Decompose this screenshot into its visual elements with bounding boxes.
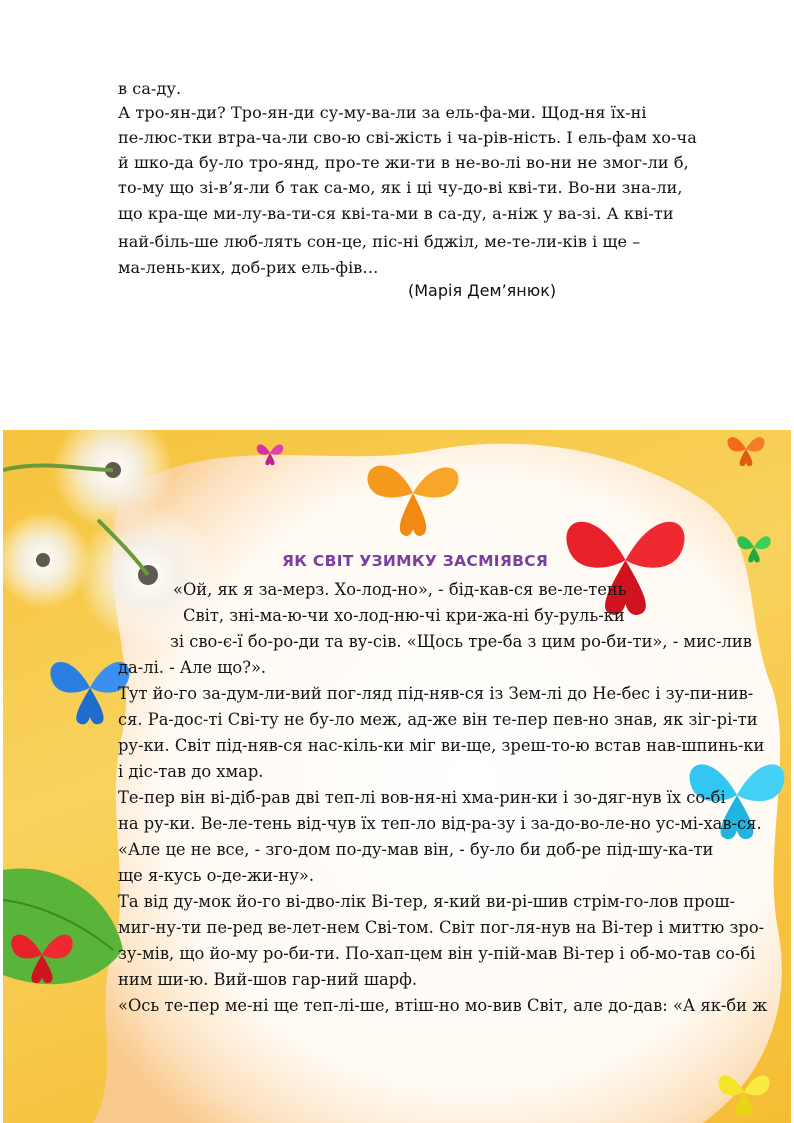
author-signature: (Марія Дем’янюк) (408, 281, 557, 300)
butterfly-icon (7, 922, 77, 987)
text-line: зу-мів, що йо-му ро-би-ти. По-хап-цем він у-пій-мав Ві-тер і об-мо-тав со-бі (118, 944, 756, 963)
butterfly-icon (725, 430, 767, 468)
text-line: миг-ну-ти пе-ред ве-лет-нем Сві-том. Світ пог-ля-нув на Ві-тер і миттю зро- (118, 918, 765, 937)
story-title: ЯК СВІТ УЗИМКУ ЗАСМІЯВСЯ (282, 552, 549, 570)
text-line: ще я-кусь о-де-жи-ну». (118, 866, 314, 885)
text-line: що кра-ще ми-лу-ва-ти-ся кві-та-ми в са-ду, а-ніж у ва-зі. А кві-ти (118, 204, 674, 223)
text-line: Світ, зні-ма-ю-чи хо-лод-ню-чі кри-жа-ні бу-руль-ки (183, 606, 625, 625)
previous-story-section (0, 0, 794, 430)
text-line: «Але це не все, - зго-дом по-ду-мав він, - бу-ло би доб-ре під-шу-ка-ти (118, 840, 714, 859)
text-line: ру-ки. Світ під-няв-ся нас-кіль-ки міг ви-ще, зреш-то-ю встав нав-шпинь-ки (118, 736, 765, 755)
text-line: в са-ду. (118, 79, 182, 98)
text-line: то-му що зі-в’я-ли б так са-мо, як і ці чу-до-ві кві-ти. Во-ни зна-ли, (118, 178, 683, 197)
text-line: А тро-ян-ди? Тро-ян-ди су-му-ва-ли за ель-фа-ми. Щод-ня їх-ні (118, 103, 647, 122)
text-line: «Ось те-пер ме-ні ще теп-лі-ше, втіш-но мо-вив Світ, але до-дав: «А як-би ж (118, 996, 768, 1015)
text-line: й шко-да бу-ло тро-янд, про-те жи-ти в не-во-лі во-ни не змог-ли б, (118, 153, 689, 172)
text-line: на ру-ки. Ве-ле-тень від-чув їх теп-ло від-ра-зу і за-до-во-ле-но ус-мі-хав-ся. (118, 814, 762, 833)
text-line: «Ой, як я за-мерз. Хо-лод-но», - бід-кав-ся ве-ле-тень (173, 580, 627, 599)
text-line: ним ши-ю. Вий-шов гар-ний шарф. (118, 970, 418, 989)
text-line: ся. Ра-дос-ті Сві-ту не бу-ло меж, ад-же він те-пер пев-но знав, як зіг-рі-ти (118, 710, 758, 729)
butterfly-icon (735, 530, 773, 564)
text-line: Те-пер він ві-діб-рав дві теп-лі вов-ня-ні хма-рин-ки і зо-дяг-нув їх со-бі (118, 788, 726, 807)
text-line: ма-лень-ких, доб-рих ель-фів… (118, 258, 379, 277)
text-line: Тут йо-го за-дум-ли-вий пог-ляд під-няв-ся із Зем-лі до Не-бес і зу-пи-нив- (118, 684, 754, 703)
text-line: да-лі. - Але що?». (118, 658, 267, 677)
butterfly-icon (358, 448, 468, 538)
butterfly-icon (715, 1066, 773, 1118)
text-line: пе-люс-тки втра-ча-ли сво-ю сві-жість і ча-рів-ність. І ель-фам хо-ча (118, 128, 697, 147)
butterfly-icon (255, 440, 285, 466)
text-line: зі сво-є-ї бо-ро-ди та ву-сів. «Щось тре-ба з цим ро-би-ти», - мис-лив (170, 632, 752, 651)
text-line: най-біль-ше люб-лять сон-це, піс-ні бджіл, ме-те-ли-ків і ще – (118, 232, 641, 251)
text-line: Та від ду-мок йо-го ві-дво-лік Ві-тер, я-кий ви-рі-шив стрім-го-лов прош- (118, 892, 736, 911)
text-line: і діс-тав до хмар. (118, 762, 264, 781)
